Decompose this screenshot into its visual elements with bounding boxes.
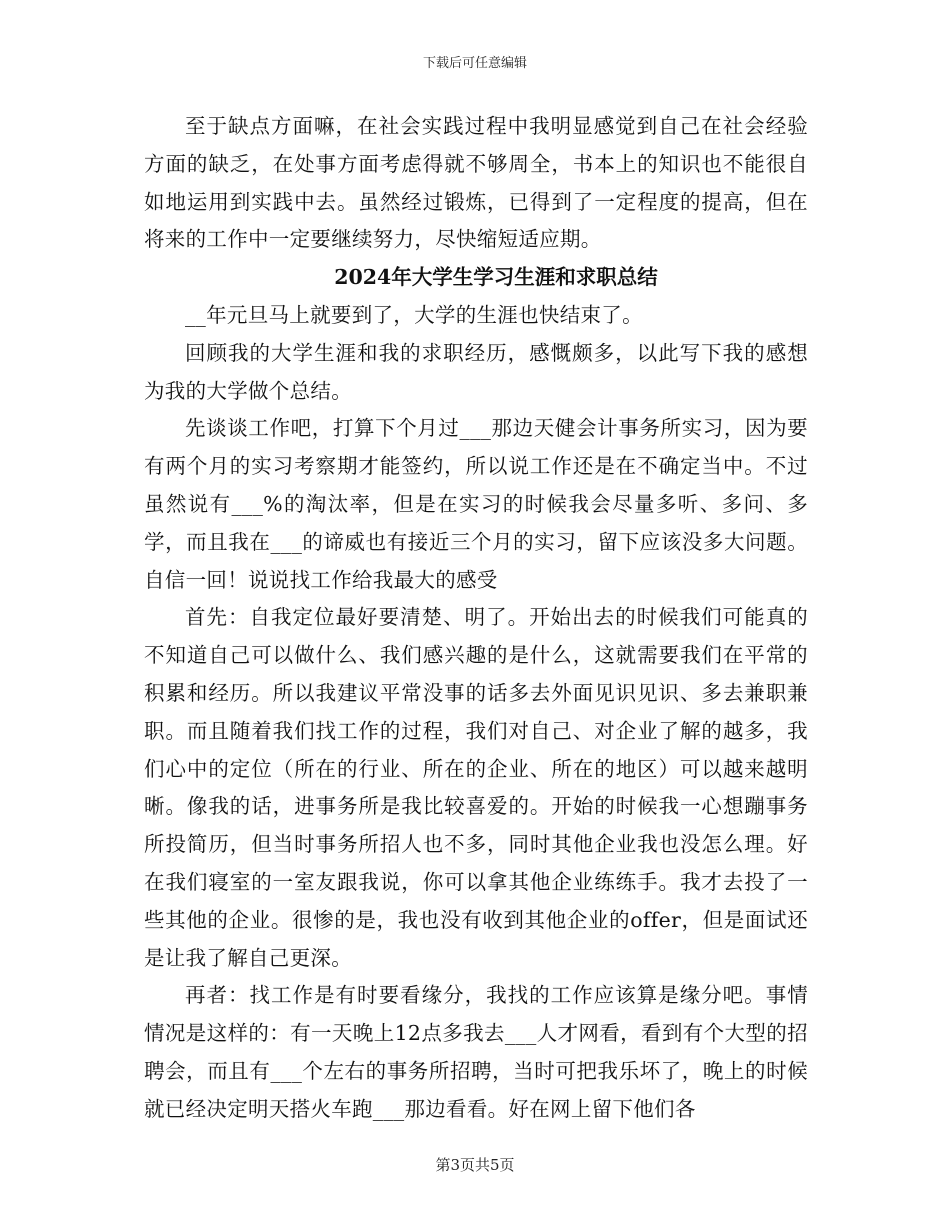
document-body [144, 108, 808, 1129]
paragraph-work: 先谈谈工作吧，打算下个月过___那边天健会计事务所实习，因为要有两个月的实习考察期才能签约，所以说工作还是在不确定当中。不过虽然说有___%的淘汰率，但是在实习的时候我会尽量多听、多问、多学，而且我在___的谛威也有接近三个月的实习，留下应该没多大问题。自信一回！说说找工作给我最大的感受 [144, 416, 808, 592]
paragraph-first: 首先：自我定位最好要清楚、明了。开始出去的时候我们可能真的不知道自己可以做什么、我们感兴趣的是什么，这就需要我们在平常的积累和经历。所以我建议平常没事的话多去外面见识见识、多去兼职兼职。而且随着我们找工作的过程，我们对自己、对企业了解的越多，我们心中的定位（所在的行业、所在的企业、所在的地区）可以越来越明晰。像我的话，进事务所是我比较喜爱的。开始的时候我一心想蹦事务所投简历，但当时事务所招人也不多，同时其他企业我也没怎么理。好在我们寝室的一室友跟我说，你可以拿其他企业练练手。我才去投了一些其他的企业。很惨的是，我也没有收到其他企业的offer，但是面试还是让我了解自己更深。 [144, 605, 808, 970]
paragraph-shortcomings: 至于缺点方面嘛，在社会实践过程中我明显感觉到自己在社会经验方面的缺乏，在处事方面考虑得就不够周全，书本上的知识也不能很自如地运用到实践中去。虽然经过锻炼，已得到了一定程度的提高，但在将来的工作中一定要继续努力，尽快缩短适应期。 [144, 114, 808, 252]
paragraph-second: 再者：找工作是有时要看缘分，我找的工作应该算是缘分吧。事情情况是这样的：有一天晚上12点多我去___人才网看，看到有个大型的招聘会，而且有___个左右的事务所招聘，当时可把我乐坏了，晚上的时候就已经决定明天搭火车跑___那边看看。好在网上留下他们各 [144, 983, 808, 1121]
page-header: 下载后可任意编辑 [422, 56, 527, 71]
page-footer: 第3页共5页 [435, 1156, 515, 1174]
paragraph-new-year: __年元旦马上就要到了，大学的生涯也快结束了。 [185, 302, 643, 327]
section-title: 2024年大学生学习生涯和求职总结 [334, 265, 658, 290]
paragraph-review: 回顾我的大学生涯和我的求职经历，感慨颇多，以此写下我的感想为我的大学做个总结。 [144, 340, 808, 403]
